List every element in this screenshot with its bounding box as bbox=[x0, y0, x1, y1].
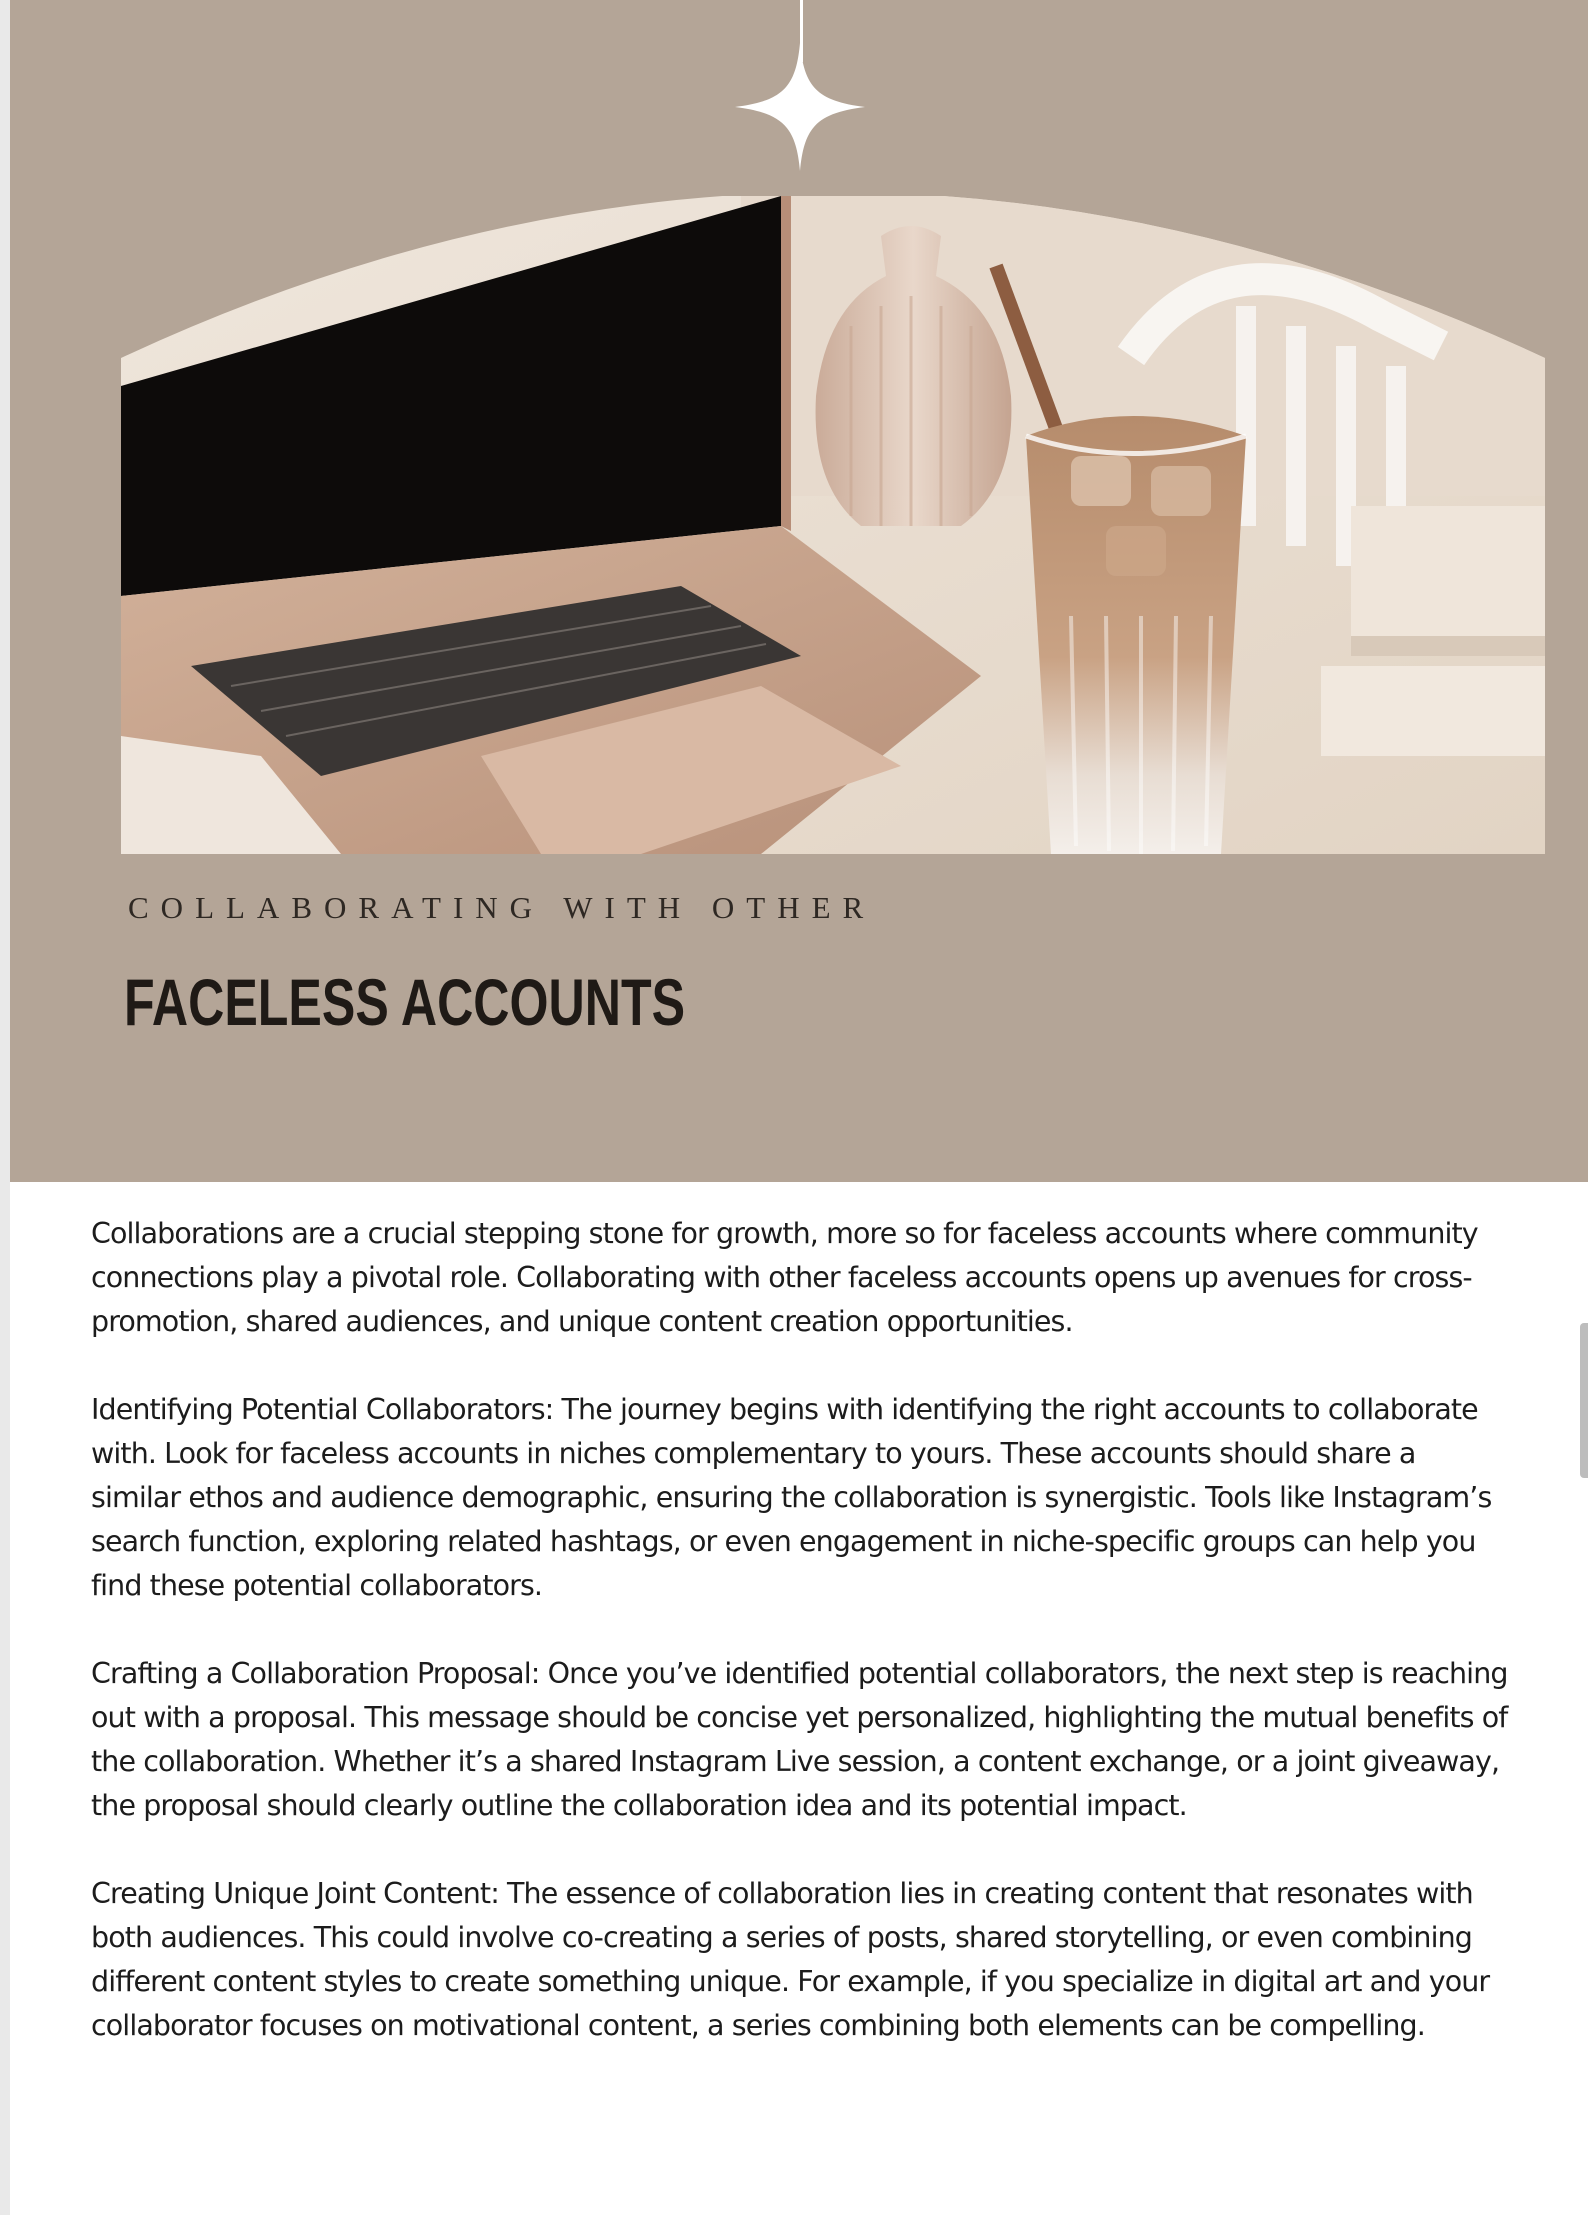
sparkle-icon bbox=[735, 43, 865, 171]
paragraph-identifying-collaborators: Identifying Potential Collaborators: The journey begins with identifying the right accounts to collaborate with. Look for faceless accounts in niches complementary to yours. These accounts should share a similar ethos and audience demographic, ensuring the collaboration is synergistic. Tools like Instagram’s search function, exploring related hashtags, or even engagement in niche-specific groups can help you find these potential collaborators. bbox=[91, 1393, 1492, 1602]
hero-photo bbox=[121, 196, 1545, 854]
paragraph-joint-content: Creating Unique Joint Content: The essence of collaboration lies in creating content that resonates with both audiences. This could involve co-creating a series of posts, shared storytelling, or even combining different content styles to create something unique. For example, if you specialize in digital art and your collaborator focuses on motivational content, a series combining both elements can be compelling. bbox=[91, 1877, 1490, 2042]
section-title: FACELESS ACCOUNTS bbox=[124, 965, 686, 1039]
page-edge bbox=[0, 0, 10, 2215]
paragraph-collaboration-proposal: Crafting a Collaboration Proposal: Once you’ve identified potential collaborators, the next step is reaching out with a proposal. This message should be concise yet personalized, highlighting the mutual benefits of the collaboration. Whether it’s a shared Instagram Live session, a content exchange, or a joint giveaway, the proposal should clearly outline the collaboration idea and its potential impact. bbox=[91, 1657, 1508, 1822]
body-text bbox=[91, 1212, 1511, 2092]
scroll-handle[interactable] bbox=[1580, 1323, 1588, 1478]
section-kicker: COLLABORATING WITH OTHER bbox=[128, 890, 876, 925]
paragraph-intro: Collaborations are a crucial stepping stone for growth, more so for faceless accounts where community connections play a pivotal role. Collaborating with other faceless accounts opens up avenues for cross-promotion, shared audiences, and unique content creation opportunities. bbox=[91, 1217, 1478, 1338]
